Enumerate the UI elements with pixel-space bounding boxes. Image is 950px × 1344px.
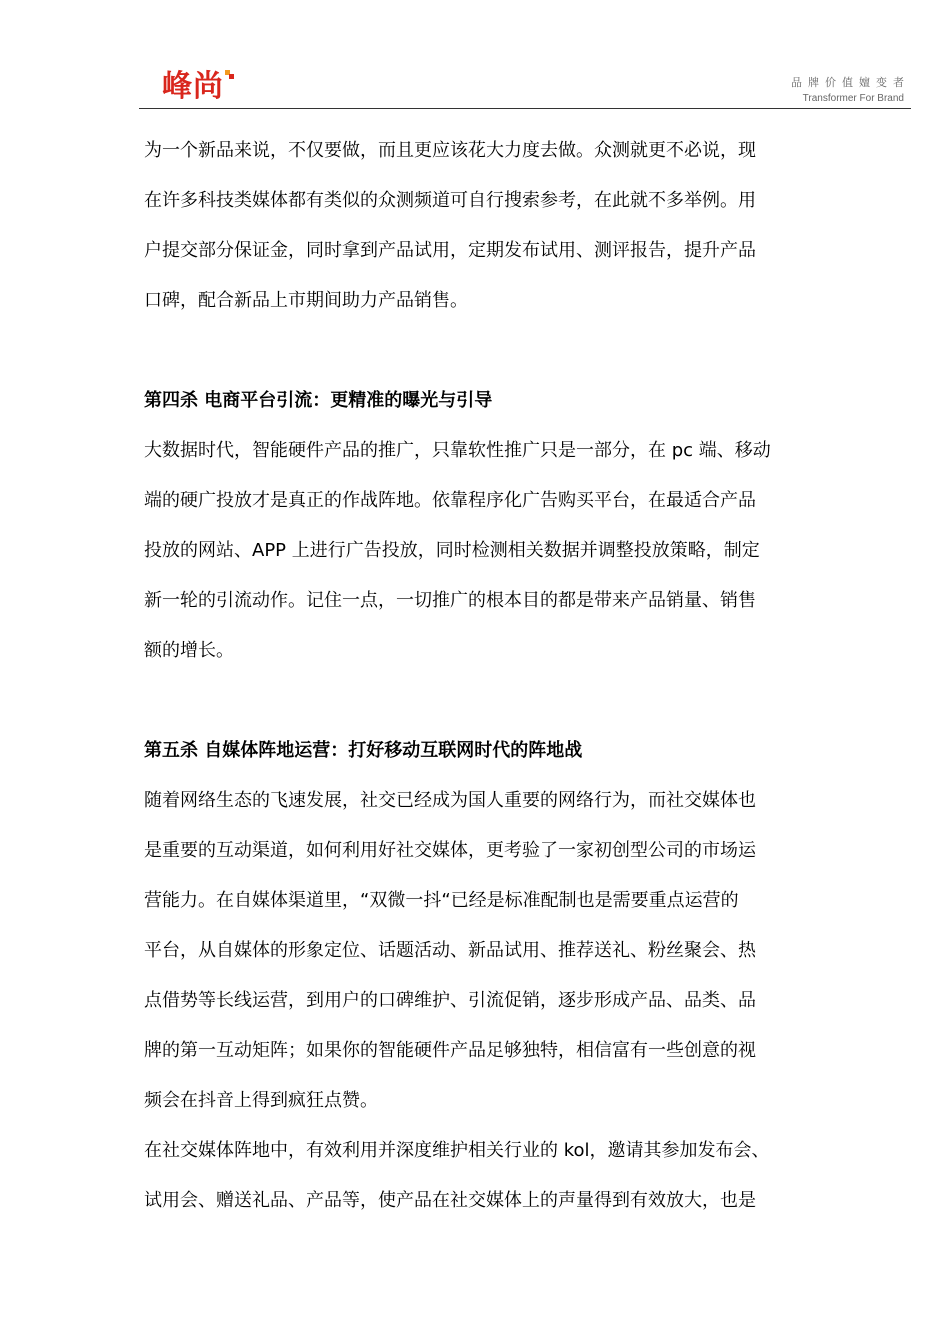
text-line: 随着网络生态的飞速发展，社交已经成为国人重要的网络行为，而社交媒体也 [144,790,756,811]
text-line: 口碑，配合新品上市期间助力产品销售。 [144,290,468,311]
text-line: 在社交媒体阵地中，有效利用并深度维护相关行业的 kol，邀请其参加发布会、 [144,1140,770,1161]
paragraph-self-media [144,776,834,1126]
paragraph-ecommerce [144,426,834,676]
tagline-chinese: 品牌价值嬗变者 [791,76,910,89]
text-line: 端的硬广投放才是真正的作战阵地。依靠程序化广告购买平台，在最适合产品 [144,490,756,511]
logo-squares-icon [225,70,235,80]
paragraph-crowdtest-continued [144,126,834,326]
brand-tagline [791,76,910,105]
text-line: 营能力。在自媒体渠道里，“双微一抖“已经是标准配制也是需要重点运营的 [144,890,739,911]
text-line: 点借势等长线运营，到用户的口碑维护、引流促销，逐步形成产品、品类、品 [144,990,756,1011]
text-line: 大数据时代，智能硬件产品的推广，只靠软性推广只是一部分，在 pc 端、移动 [144,440,771,461]
text-line: 牌的第一互动矩阵；如果你的智能硬件产品足够独特，相信富有一些创意的视 [144,1040,756,1061]
text-line: 是重要的互动渠道，如何利用好社交媒体，更考验了一家初创型公司的市场运 [144,840,756,861]
text-line: 额的增长。 [144,640,234,661]
page-header [0,0,950,112]
section-heading-4: 第四杀 电商平台引流：更精准的曝光与引导 [144,390,493,411]
section-heading-5: 第五杀 自媒体阵地运营：打好移动互联网时代的阵地战 [144,740,583,761]
paragraph-kol [144,1126,834,1226]
text-line: 投放的网站、APP 上进行广告投放，同时检测相关数据并调整投放策略，制定 [144,540,760,561]
brand-logo [162,70,235,110]
header-divider [139,108,911,109]
text-line: 为一个新品来说，不仅要做，而且更应该花大力度去做。众测就更不必说，现 [144,140,756,161]
logo-text: 峰尚 [162,69,224,104]
text-line: 在许多科技类媒体都有类似的众测频道可自行搜索参考，在此就不多举例。用 [144,190,756,211]
text-line: 新一轮的引流动作。记住一点，一切推广的根本目的都是带来产品销量、销售 [144,590,756,611]
text-line: 户提交部分保证金，同时拿到产品试用，定期发布试用、测评报告，提升产品 [144,240,756,261]
tagline-english: Transformer For Brand [802,93,904,104]
document-body [144,126,834,1226]
text-line: 平台，从自媒体的形象定位、话题活动、新品试用、推荐送礼、粉丝聚会、热 [144,940,756,961]
text-line: 频会在抖音上得到疯狂点赞。 [144,1090,378,1111]
text-line: 试用会、赠送礼品、产品等，使产品在社交媒体上的声量得到有效放大，也是 [144,1190,756,1211]
paragraph-spacer [144,676,834,726]
paragraph-spacer [144,326,834,376]
